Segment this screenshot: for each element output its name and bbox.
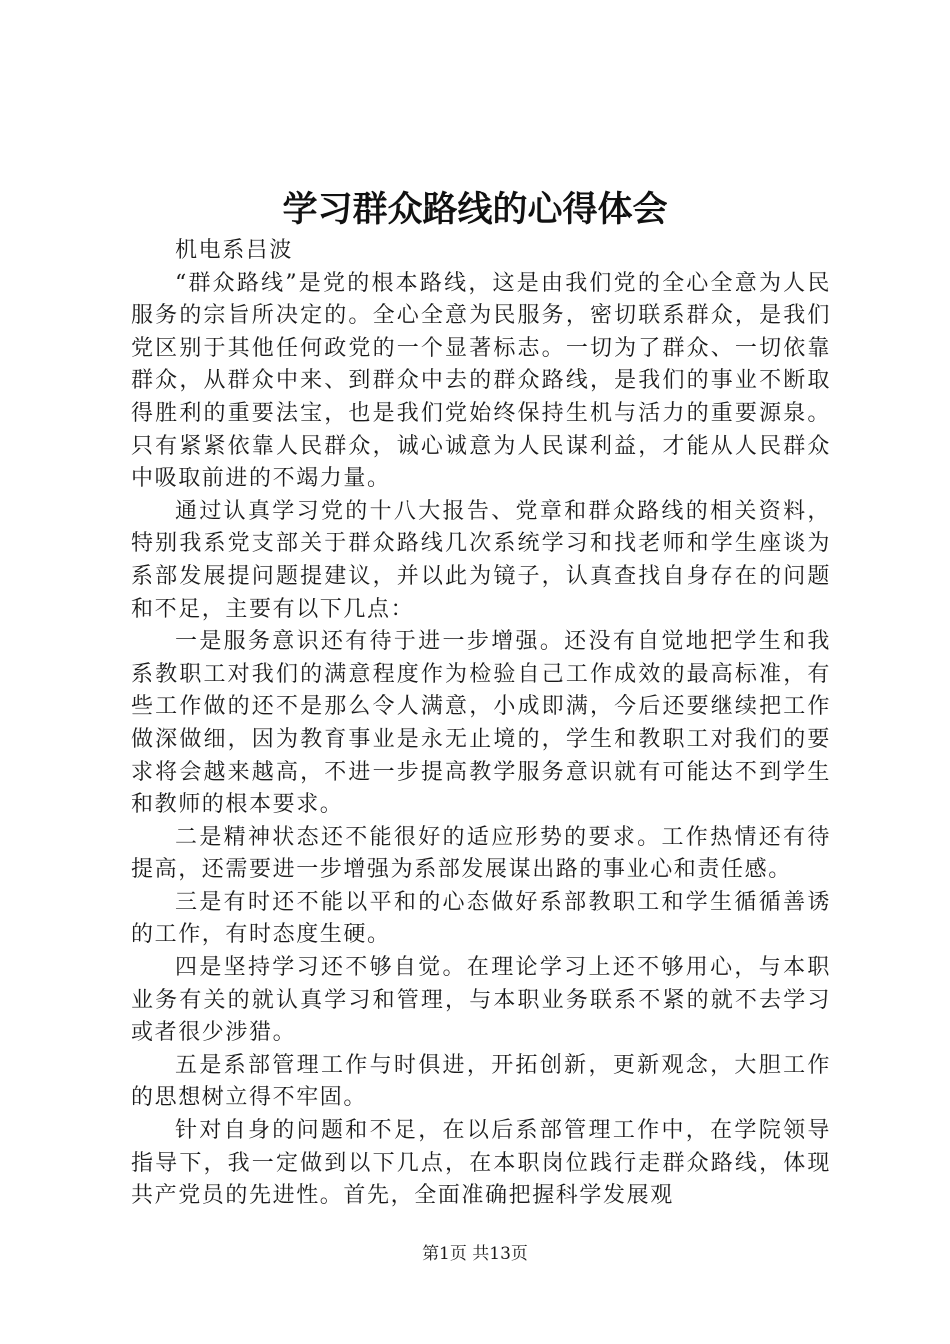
- document-body: [131, 235, 831, 1213]
- author-line: 机电系吕波: [175, 238, 294, 263]
- paragraph: 五是系部管理工作与时俱进，开拓创新，更新观念，大胆工作的思想树立得不牢固。: [131, 1052, 831, 1111]
- paragraph: 二是精神状态还不能很好的适应形势的要求。工作热情还有待提高，还需要进一步增强为系部发展谋出路的事业心和责任感。: [131, 824, 831, 883]
- paragraph: 针对自身的问题和不足，在以后系部管理工作中，在学院领导指导下，我一定做到以下几点，在本职岗位践行走群众路线，体现共产党员的先进性。首先，全面准确把握科学发展观: [131, 1118, 831, 1209]
- paragraph: 通过认真学习党的十八大报告、党章和群众路线的相关资料，特别我系党支部关于群众路线几次系统学习和找老师和学生座谈为系部发展提问题提建议，并以此为镜子，认真查找自身存在的问题和不足，主要有以下几点：: [131, 498, 831, 622]
- paragraph: 三是有时还不能以平和的心态做好系部教职工和学生循循善诱的工作，有时态度生硬。: [131, 889, 831, 948]
- paragraph: “群众路线”是党的根本路线，这是由我们党的全心全意为人民服务的宗旨所决定的。全心全意为民服务，密切联系群众，是我们党区别于其他任何政党的一个显著标志。一切为了群众、一切依靠群众，从群众中来、到群众中去的群众路线，是我们的事业不断取得胜利的重要法宝，也是我们党始终保持生机与活力的重要源泉。只有紧紧依靠人民群众，诚心诚意为人民谋利益，才能从人民群众中吸取前进的不竭力量。: [131, 270, 831, 492]
- paragraph: 四是坚持学习还不够自觉。在理论学习上还不够用心，与本职业务有关的就认真学习和管理，与本职业务联系不紧的就不去学习或者很少涉猎。: [131, 955, 831, 1046]
- paragraph: 一是服务意识还有待于进一步增强。还没有自觉地把学生和我系教职工对我们的满意程度作为检验自己工作成效的最高标准，有些工作做的还不是那么令人满意，小成即满，今后还要继续把工作做深做细，因为教育事业是永无止境的，学生和教职工对我们的要求将会越来越高，不进一步提高教学服务意识就有可能达不到学生和教师的根本要求。: [131, 629, 831, 818]
- page-footer: 第1页 共13页: [422, 1244, 528, 1264]
- document-title: 学习群众路线的心得体会: [282, 190, 668, 230]
